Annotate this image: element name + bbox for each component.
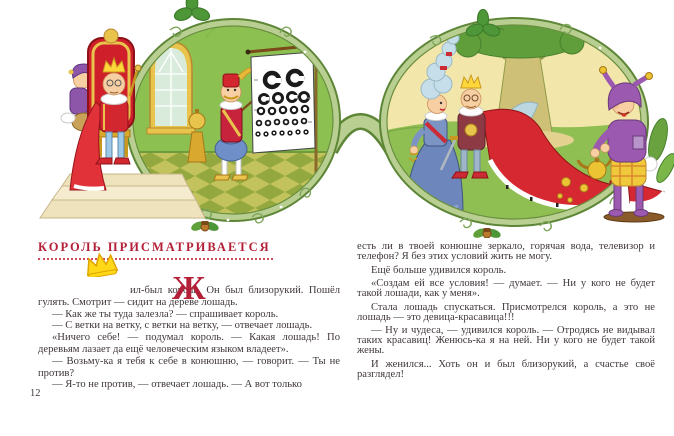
right-page-text-column xyxy=(357,242,655,383)
story-title: КОРОЛЬ ПРИСМАТРИВАЕТСЯ xyxy=(38,240,273,260)
acorn-icon xyxy=(190,220,220,233)
paragraph: И женился... Хоть он и был близорукий, а счастье своё разглядел! xyxy=(357,358,655,380)
paragraph: — Я-то не против, — отвечает лошадь. — А вот только xyxy=(52,379,302,391)
right-vignette xyxy=(380,14,650,232)
paragraph: — С ветки на ветку, с ветки на ветку, — отвечает лошадь. xyxy=(52,320,313,332)
paragraph: — Как же ты туда залезла? — спрашивает король. xyxy=(52,308,279,320)
paragraph: Стала лошадь спускаться. Присмотрелся король, а это не лошадь — это девица-красавица!!! xyxy=(357,301,655,323)
paragraph: «Ничего себе! — подумал король. — Какая лошадь! По деревьям лазает да ещё человеческим языком владеет». xyxy=(38,332,340,355)
drop-cap: Ж xyxy=(172,270,206,307)
paragraph: — Возьму-ка я тебя к себе в конюшню, — говорит. — Ты не против? xyxy=(38,355,340,379)
paragraph: «Создам ей все условия! — думает. — Ни у кого не будет такой лошади, как у меня». xyxy=(357,278,655,299)
leaf-icon xyxy=(173,0,212,23)
paragraph: есть ли в твоей конюшне зеркало, горячая вода, телевизор и телефон? Я без этих условий жить не могу. xyxy=(357,241,655,262)
paragraph: Ж ил-был король. Он был близорукий. Пошёл гулять. Смотрит — сидит на дереве лошадь. xyxy=(38,285,340,309)
paragraph: — Ну и чудеса, — удивился король. — Отродясь не видывал таких красавиц! Женюсь-ка я на ней. Ни у кого не будет такой жены. xyxy=(357,325,655,356)
paragraph: Ещё больше удивился король. xyxy=(371,264,507,276)
left-page-text-column xyxy=(38,238,340,391)
acorn-icon xyxy=(472,227,502,238)
page-number: 12 xyxy=(30,388,41,399)
